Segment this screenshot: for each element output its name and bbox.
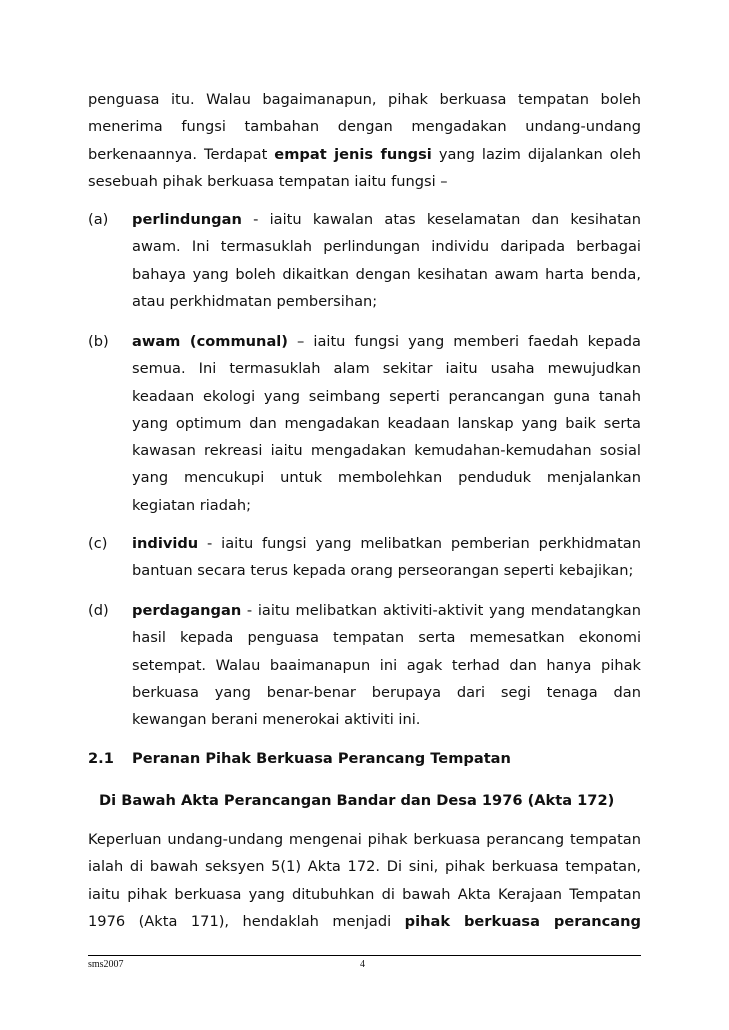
intro-line-3: berkenaannya. Terdapat empat jenis fungsi yang lazim dijalankan oleh: [88, 145, 641, 163]
item-term: individu: [132, 535, 199, 552]
intro-line-1: penguasa itu. Walau bagaimanapun, pihak berkuasa tempatan boleh: [88, 91, 641, 108]
list-marker: (a): [88, 211, 109, 228]
section-title: Peranan Pihak Berkuasa Perancang Tempatan: [132, 750, 511, 767]
list-marker: (c): [88, 535, 108, 552]
bold-phrase: empat jenis fungsi: [274, 145, 432, 163]
item-term: perdagangan: [132, 602, 242, 619]
footer-divider: [88, 955, 641, 956]
footer-label: sms2007: [88, 959, 124, 970]
section-subtitle: Di Bawah Akta Perancangan Bandar dan Desa 1976 (Akta 172): [99, 792, 615, 809]
section-number: 2.1: [88, 750, 114, 767]
item-term: awam (communal): [132, 333, 288, 350]
list-marker: (b): [88, 333, 109, 350]
item-term: perlindungan: [132, 211, 242, 228]
intro-line-4: sesebuah pihak berkuasa tempatan iaitu fungsi –: [88, 172, 448, 190]
page-number: 4: [360, 959, 365, 970]
intro-paragraph: [88, 86, 641, 195]
document-page: penguasa itu. Walau bagaimanapun, pihak berkuasa tempatan boleh menerima fungsi tambahan dengan mengadakan undang-undang berkenaannya. Terdapat empat jenis fungsi yang lazim dijalankan oleh sesebuah pihak berkuasa tempatan iaitu fungsi – (a) perlindungan - iaitu kawalan atas keselamatan dan kesihatan awam. Ini termasuklah perlindungan individu daripada berbagai bahaya yang boleh dikaitkan dengan kesihatan awam harta benda, atau perkhidmatan pembersihan; (b) awam (communal) – iaitu fungsi yang memberi faedah kepada semua. Ini termasuklah alam sekitar iaitu usaha mewujudkan keadaan ekologi yang seimbang seperti perancangan guna tanah yang optimum dan mengadakan keadaan lanskap yang baik serta kawasan rekreasi iaitu mengadakan kemudahan-kemudahan sosial yang mencukupi untuk membolehkan penduduk menjalankan kegiatan riadah; (c) individu - iaitu fungsi yang melibatkan pemberian perkhidmatan bantuan secara terus kepada orang perseorangan seperti kebajikan; (d) perdagangan - iaitu melibatkan aktiviti-aktivit yang mendatangkan hasil kepada penguasa tempatan serta memesatkan ekonomi setempat. Walau baaimanapun ini agak terhad dan hanya pihak berkuasa yang benar-benar berupaya dari segi tenaga dan kewangan berani menerokai aktiviti ini. 2.1 Peranan Pihak Berkuasa Perancang Tempatan Di Bawah Akta Perancangan Bandar dan Desa 1976 (Akta 172) Keperluan undang-undang mengenai pihak berkuasa perancang tempatan ialah di bawah seksyen 5(1) Akta 172. Di sini, pihak berkuasa tempatan, iaitu pihak berkuasa yang ditubuhkan di bawah Akta Kerajaan Tempatan 1976 (Akta 171), hendaklah menjadi pihak berkuasa perancang sms2007 4: [0, 0, 729, 1030]
intro-line-2: menerima fungsi tambahan dengan mengadakan undang-undang: [88, 118, 641, 136]
bold-phrase: pihak berkuasa perancang: [404, 912, 641, 930]
closing-paragraph: Keperluan undang-undang mengenai pihak berkuasa perancang tempatan ialah di bawah seksyen 5(1) Akta 172. Di sini, pihak berkuasa tempatan, iaitu pihak berkuasa yang ditubuhkan di bawah Akta Kerajaan Tempatan 1976 (Akta 171), hendaklah menjadi pihak berkuasa perancang: [88, 831, 641, 930]
list-marker: (d): [88, 602, 109, 619]
